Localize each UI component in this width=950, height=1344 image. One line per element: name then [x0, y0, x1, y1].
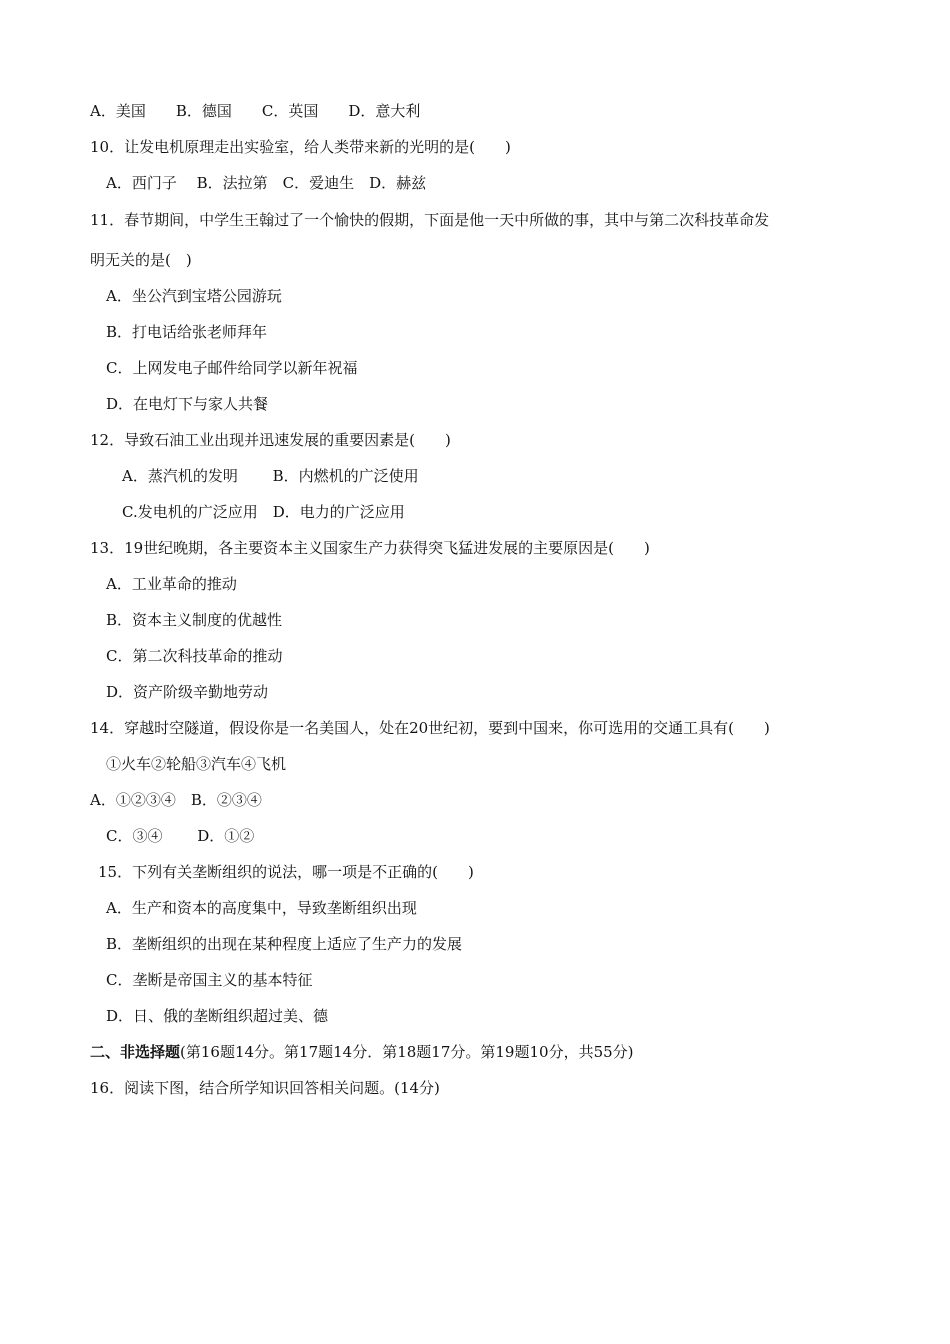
section2-title: 二、非选择题 — [90, 1043, 181, 1061]
q13-option-c: C．第二次科技革命的推动 — [106, 647, 283, 665]
q11-stem-line2: 明无关的是( ) — [90, 251, 192, 269]
q11-option-d: D．在电灯下与家人共餐 — [106, 395, 269, 413]
q11-stem-line1: 11．春节期间，中学生王翰过了一个愉快的假期，下面是他一天中所做的事，其中与第二次科技革命发 — [90, 211, 770, 229]
q14-options-cd: C．③④ D．①② — [106, 827, 255, 845]
q14-stem: 14．穿越时空隧道，假设你是一名美国人，处在20世纪初，要到中国来，你可选用的交通工具有( ) — [90, 719, 770, 737]
q11-option-c: C．上网发电子邮件给同学以新年祝福 — [106, 359, 358, 377]
q14-items: ①火车②轮船③汽车④飞机 — [106, 755, 287, 773]
q15-stem: 15．下列有关垄断组织的说法，哪一项是不正确的( ) — [98, 863, 474, 881]
q15-option-b: B．垄断组织的出现在某种程度上适应了生产力的发展 — [106, 935, 463, 953]
q13-option-d: D．资产阶级辛勤地劳动 — [106, 683, 269, 701]
q12-options-cd: C.发电机的广泛应用 D．电力的广泛应用 — [122, 503, 405, 521]
section2-note: (第16题14分。第17题14分．第18题17分。第19题10分，共55分) — [180, 1043, 634, 1061]
q10-stem: 10．让发电机原理走出实验室，给人类带来新的光明的是( ) — [90, 138, 511, 156]
q15-option-c: C．垄断是帝国主义的基本特征 — [106, 971, 313, 989]
q12-stem: 12．导致石油工业出现并迅速发展的重要因素是( ) — [90, 431, 451, 449]
q13-option-b: B．资本主义制度的优越性 — [106, 611, 283, 629]
q16-stem: 16．阅读下图，结合所学知识回答相关问题。(14分) — [90, 1079, 440, 1097]
q13-option-a: A．工业革命的推动 — [106, 575, 237, 593]
q11-option-a: A．坐公汽到宝塔公园游玩 — [106, 287, 282, 305]
q15-option-d: D．日、俄的垄断组织超过美、德 — [106, 1007, 329, 1025]
q14-options-ab: A．①②③④ B．②③④ — [90, 791, 262, 809]
q12-options-ab: A．蒸汽机的发明 B．内燃机的广泛使用 — [122, 467, 419, 485]
q11-option-b: B．打电话给张老师拜年 — [106, 323, 268, 341]
q10-options: A．西门子 B．法拉第 C．爱迪生 D．赫兹 — [106, 174, 427, 192]
section2-heading — [90, 1042, 634, 1062]
q13-stem: 13．19世纪晚期，各主要资本主义国家生产力获得突飞猛进发展的主要原因是( ) — [90, 539, 650, 557]
q9-options: A．美国 B．德国 C．英国 D．意大利 — [90, 102, 421, 120]
q15-option-a: A．生产和资本的高度集中，导致垄断组织出现 — [106, 899, 417, 917]
